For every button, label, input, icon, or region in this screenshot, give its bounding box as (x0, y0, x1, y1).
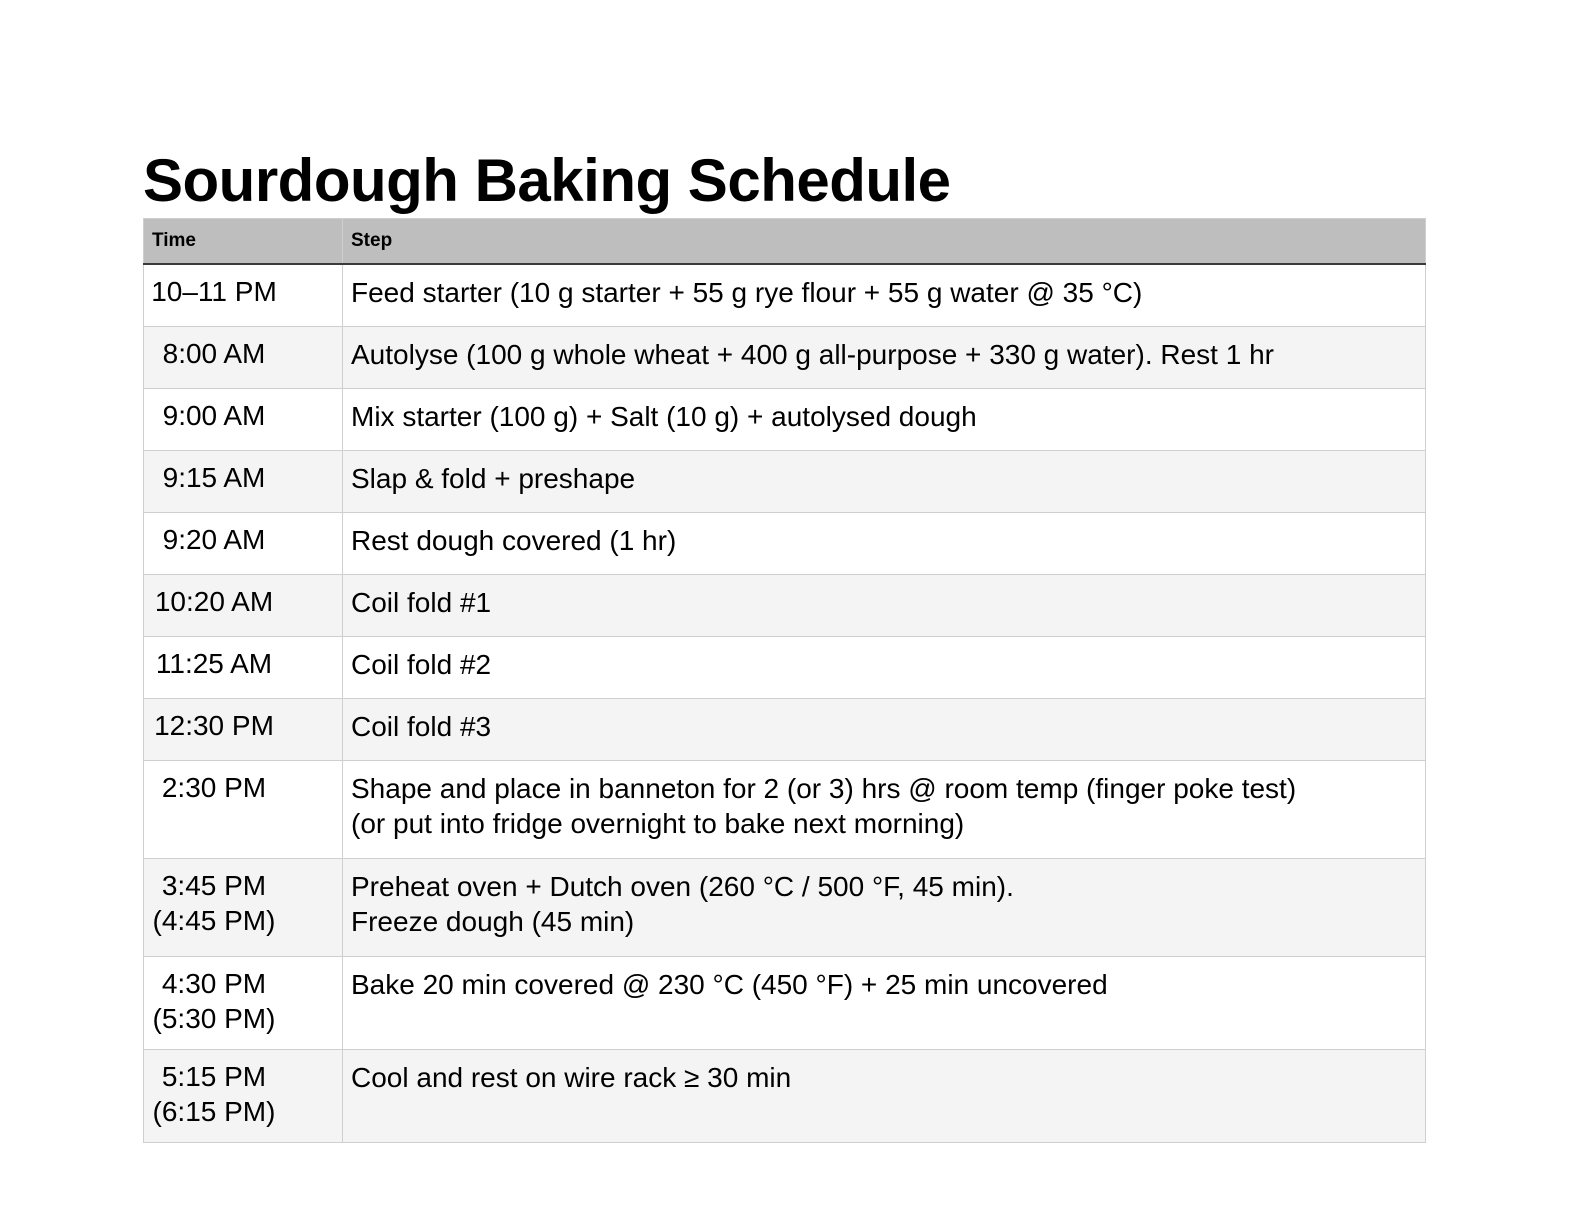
table-row (144, 451, 1426, 513)
step-cell (343, 1050, 1426, 1143)
step-cell (343, 451, 1426, 513)
step-text: Feed starter (10 g starter + 55 g rye flour + 55 g water @ 35 °C) (351, 277, 1143, 308)
time-text: (4:45 PM) (152, 905, 276, 936)
table-row (144, 575, 1426, 637)
step-text: Preheat oven + Dutch oven (260 °C / 500 °F, 45 min). (351, 871, 1014, 902)
time-cell (144, 699, 343, 761)
time-cell (144, 451, 343, 513)
step-text: Coil fold #2 (351, 649, 492, 680)
step-text: Freeze dough (45 min) (351, 906, 635, 937)
table-row (144, 389, 1426, 451)
step-cell (343, 264, 1426, 327)
time-text: 10–11 PM (151, 276, 277, 307)
step-cell (343, 389, 1426, 451)
column-header-time: Time (144, 219, 343, 265)
time-text: (5:30 PM) (152, 1003, 276, 1034)
step-text: Shape and place in banneton for 2 (or 3) hrs @ room temp (finger poke test) (351, 773, 1297, 804)
time-cell (144, 761, 343, 859)
step-cell (343, 637, 1426, 699)
time-cell (144, 637, 343, 699)
table-row (144, 637, 1426, 699)
time-text: 8:00 AM (162, 338, 266, 369)
step-text: (or put into fridge overnight to bake next morning) (351, 808, 965, 839)
table-row (144, 264, 1426, 327)
step-cell (343, 327, 1426, 389)
time-text: 4:30 PM (161, 968, 267, 999)
step-text: Rest dough covered (1 hr) (351, 525, 677, 556)
table-row (144, 1050, 1426, 1143)
table-header-row (144, 219, 1426, 265)
step-text: Coil fold #3 (351, 711, 492, 742)
schedule-table (143, 218, 1426, 1143)
step-cell (343, 699, 1426, 761)
column-header-step: Step (343, 219, 1426, 265)
time-text: 10:20 AM (154, 586, 274, 617)
time-text: 3:45 PM (161, 870, 267, 901)
time-cell (144, 859, 343, 957)
step-cell (343, 513, 1426, 575)
time-text: 9:00 AM (162, 400, 266, 431)
time-cell (144, 957, 343, 1050)
table-row (144, 513, 1426, 575)
page-title: Sourdough Baking Schedule (143, 147, 951, 214)
table-row (144, 699, 1426, 761)
step-cell (343, 859, 1426, 957)
time-text: 5:15 PM (161, 1061, 267, 1092)
time-cell (144, 389, 343, 451)
step-text: Slap & fold + preshape (351, 463, 636, 494)
table-row (144, 761, 1426, 859)
time-cell (144, 264, 343, 327)
time-text: (6:15 PM) (152, 1096, 276, 1127)
table-row (144, 859, 1426, 957)
time-cell (144, 513, 343, 575)
step-cell (343, 761, 1426, 859)
step-cell (343, 575, 1426, 637)
step-text: Mix starter (100 g) + Salt (10 g) + autolysed dough (351, 401, 977, 432)
step-text: Bake 20 min covered @ 230 °C (450 °F) + 25 min uncovered (351, 969, 1108, 1000)
step-text: Coil fold #1 (351, 587, 492, 618)
table-body (144, 264, 1426, 1143)
time-text: 11:25 AM (155, 648, 273, 679)
step-text: Autolyse (100 g whole wheat + 400 g all-purpose + 330 g water). Rest 1 hr (351, 339, 1274, 370)
table-row (144, 327, 1426, 389)
time-text: 9:15 AM (162, 462, 266, 493)
time-text: 12:30 PM (154, 710, 274, 741)
table-row (144, 957, 1426, 1050)
time-cell (144, 575, 343, 637)
time-cell (144, 327, 343, 389)
step-text: Cool and rest on wire rack ≥ 30 min (351, 1062, 792, 1093)
time-cell (144, 1050, 343, 1143)
time-text: 2:30 PM (161, 772, 267, 803)
step-cell (343, 957, 1426, 1050)
time-text: 9:20 AM (162, 524, 266, 555)
